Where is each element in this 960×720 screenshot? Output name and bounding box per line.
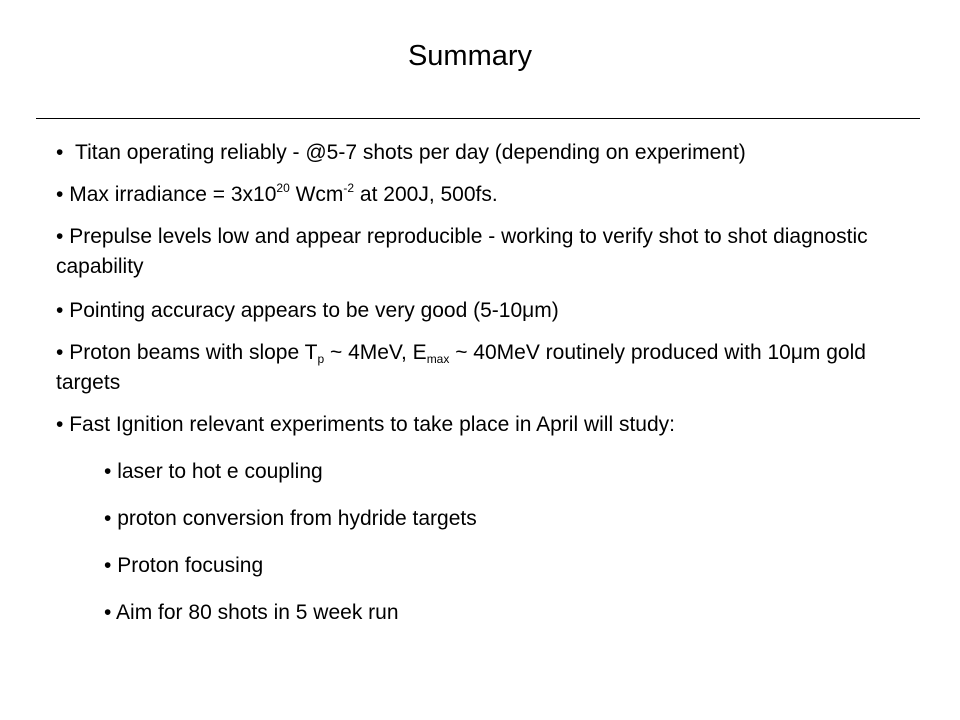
sub-bullet-proton-focusing	[56, 551, 916, 581]
bullet-marker: •	[56, 183, 64, 206]
sub-bullet-shot-goal	[56, 598, 916, 628]
bullet-marker: •	[56, 341, 64, 364]
bullet-text: Titan operating reliably - @5-7 shots per day (depending on experiment)	[75, 141, 746, 164]
bullet-marker: •	[56, 225, 64, 248]
subscript-p: p	[317, 352, 325, 366]
bullet-marker: •	[104, 460, 112, 483]
bullet-marker: •	[104, 554, 112, 577]
exponent-minus-2: -2	[343, 181, 355, 195]
bullet-text: Pointing accuracy appears to be very good (5-10μm)	[69, 299, 559, 322]
slide-title: Summary	[407, 40, 533, 72]
bullet-text-mid: ~ 4MeV, E	[324, 341, 427, 364]
sub-bullet-proton-conversion	[56, 504, 916, 534]
exponent-20: 20	[276, 181, 290, 195]
bullet-max-irradiance	[56, 180, 916, 210]
bullet-text: Fast Ignition relevant experiments to take place in April will study:	[69, 413, 675, 436]
bullet-marker: •	[104, 601, 112, 624]
bullet-pointing-accuracy	[56, 296, 916, 326]
bullet-text-unit: Wcm	[289, 183, 344, 206]
bullet-prepulse-levels	[56, 222, 916, 282]
bullet-marker: •	[104, 507, 112, 530]
bullet-marker: •	[56, 299, 64, 322]
bullet-text-start: Proton beams with slope T	[69, 341, 318, 364]
bullet-text-start: Max irradiance = 3x10	[69, 183, 277, 206]
sub-bullet-laser-coupling	[56, 457, 916, 487]
sub-bullet-text: Aim for 80 shots in 5 week run	[116, 601, 399, 624]
bullet-text: Prepulse levels low and appear reproducible - working to verify shot to shot diagnostic capability	[56, 225, 868, 278]
bullet-text-end: at 200J, 500fs.	[354, 183, 498, 206]
bullet-titan-reliability	[56, 138, 916, 168]
bullet-list	[56, 138, 916, 628]
bullet-fast-ignition	[56, 410, 916, 440]
title-divider	[36, 118, 920, 119]
bullet-marker: •	[56, 141, 64, 164]
subscript-max: max	[426, 352, 450, 366]
bullet-marker: •	[56, 413, 64, 436]
bullet-proton-beams	[56, 338, 916, 398]
bullet-text-end: ~ 40MeV routinely produced with 10μm gold targets	[56, 341, 866, 394]
sub-bullet-text: Proton focusing	[117, 554, 264, 577]
sub-bullet-text: laser to hot e coupling	[117, 460, 323, 483]
sub-bullet-text: proton conversion from hydride targets	[117, 507, 477, 530]
